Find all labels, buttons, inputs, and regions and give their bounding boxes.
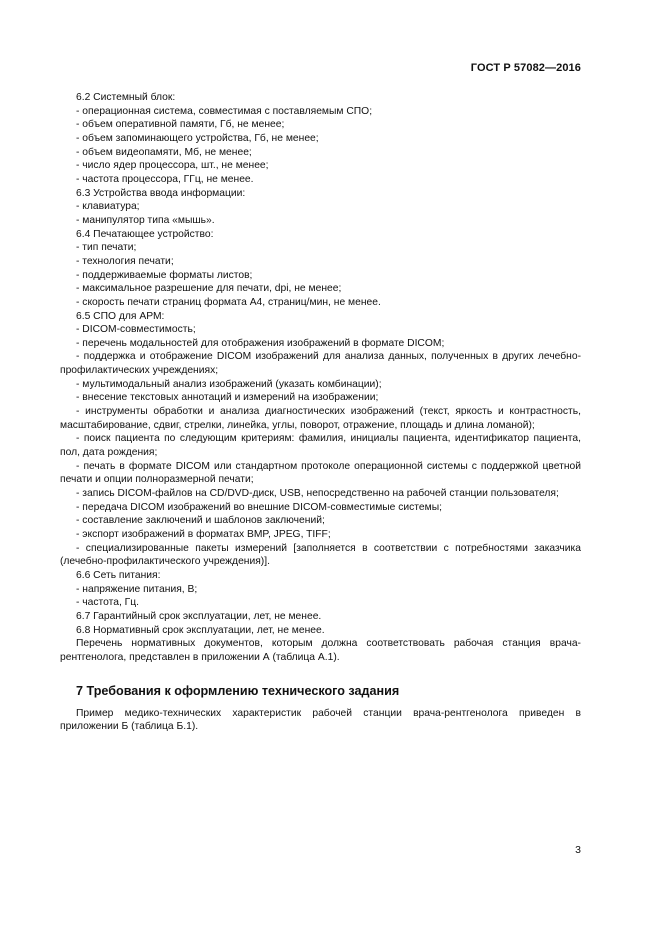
list-item: - DICOM-совместимость;: [76, 324, 196, 336]
list-item: - скорость печати страниц формата А4, страниц/мин, не менее.: [76, 296, 381, 308]
list-item: - технология печати;: [76, 255, 174, 267]
paragraph: 6.2 Системный блок:: [76, 92, 176, 103]
page-number: 3: [575, 844, 581, 856]
list-item: - объем запоминающего устройства, Гб, не менее;: [76, 132, 319, 144]
page-content: [60, 91, 581, 734]
paragraph: 6.6 Сеть питания:: [76, 569, 161, 581]
document-id-header: ГОСТ Р 57082—2016: [470, 62, 581, 74]
list-item: - частота, Гц.: [76, 597, 140, 609]
paragraph: 6.8 Нормативный срок эксплуатации, лет, не менее.: [76, 624, 325, 636]
list-item: - перечень модальностей для отображения изображений в формате DICOM;: [76, 337, 445, 349]
section-7-heading: 7 Требования к оформлению технического задания: [76, 683, 400, 698]
list-item: - число ядер процессора, шт., не менее;: [76, 160, 269, 172]
list-item: - печать в формате DICOM или стандартном протоколе операционной системы с поддержкой цветной печати и опции полноразмерной печати;: [60, 460, 581, 486]
list-item: - мультимодальный анализ изображений (указать комбинации);: [76, 378, 382, 390]
section-7-paragraph: Пример медико-технических характеристик рабочей станции врача-рентгенолога приведен в приложении Б (таблица Б.1).: [60, 707, 581, 733]
list-item: - поддержка и отображение DICOM изображений для анализа данных, полученных в других лечебно-профилактических учреждениях;: [60, 351, 581, 377]
section-6-body: [60, 91, 581, 665]
list-item: - максимальное разрешение для печати, dpi, не менее;: [76, 283, 342, 295]
list-item: - манипулятор типа «мышь».: [76, 214, 215, 226]
paragraph: 6.7 Гарантийный срок эксплуатации, лет, не менее.: [76, 610, 322, 622]
paragraph: Перечень нормативных документов, которым должна соответствовать рабочая станция врача-рентгенолога, представлен в приложении А (таблица А.1).: [60, 638, 581, 663]
paragraph: 6.4 Печатающее устройство:: [76, 228, 214, 240]
list-item: - поиск пациента по следующим критериям: фамилия, инициалы пациента, идентификатор пациента, пол, дата рождения;: [60, 433, 581, 459]
list-item: - объем видеопамяти, Мб, не менее;: [76, 146, 252, 158]
list-item: - объем оперативной памяти, Гб, не менее;: [76, 119, 285, 131]
paragraph: 6.3 Устройства ввода информации:: [76, 187, 246, 199]
list-item: - составление заключений и шаблонов заключений;: [76, 515, 325, 527]
list-item: - специализированные пакеты измерений [заполняется в соответствии с потребностями заказчика (лечебно-профилактического учреждения)].: [60, 542, 581, 568]
list-item: - частота процессора, ГГц, не менее.: [76, 173, 254, 185]
list-item: - инструменты обработки и анализа диагностических изображений (текст, яркость и контрастность, масштабирование, сдвиг, стрелки, линейка, углы, поворот, отражение, площадь и длина ломаной);: [60, 406, 581, 431]
paragraph: 6.5 СПО для АРМ:: [76, 310, 165, 322]
list-item: - запись DICOM-файлов на CD/DVD-диск, USB, непосредственно на рабочей станции пользователя;: [76, 488, 559, 500]
list-item: - внесение текстовых аннотаций и измерений на изображении;: [76, 392, 379, 404]
list-item: - напряжение питания, В;: [76, 583, 198, 595]
list-item: - операционная система, совместимая с поставляемым СПО;: [76, 105, 373, 117]
list-item: - передача DICOM изображений во внешние DICOM-совместимые системы;: [76, 501, 442, 513]
list-item: - поддерживаемые форматы листов;: [76, 269, 253, 281]
list-item: - тип печати;: [76, 242, 137, 254]
list-item: - клавиатура;: [76, 201, 140, 213]
list-item: - экспорт изображений в форматах BMP, JPEG, TIFF;: [76, 529, 331, 540]
